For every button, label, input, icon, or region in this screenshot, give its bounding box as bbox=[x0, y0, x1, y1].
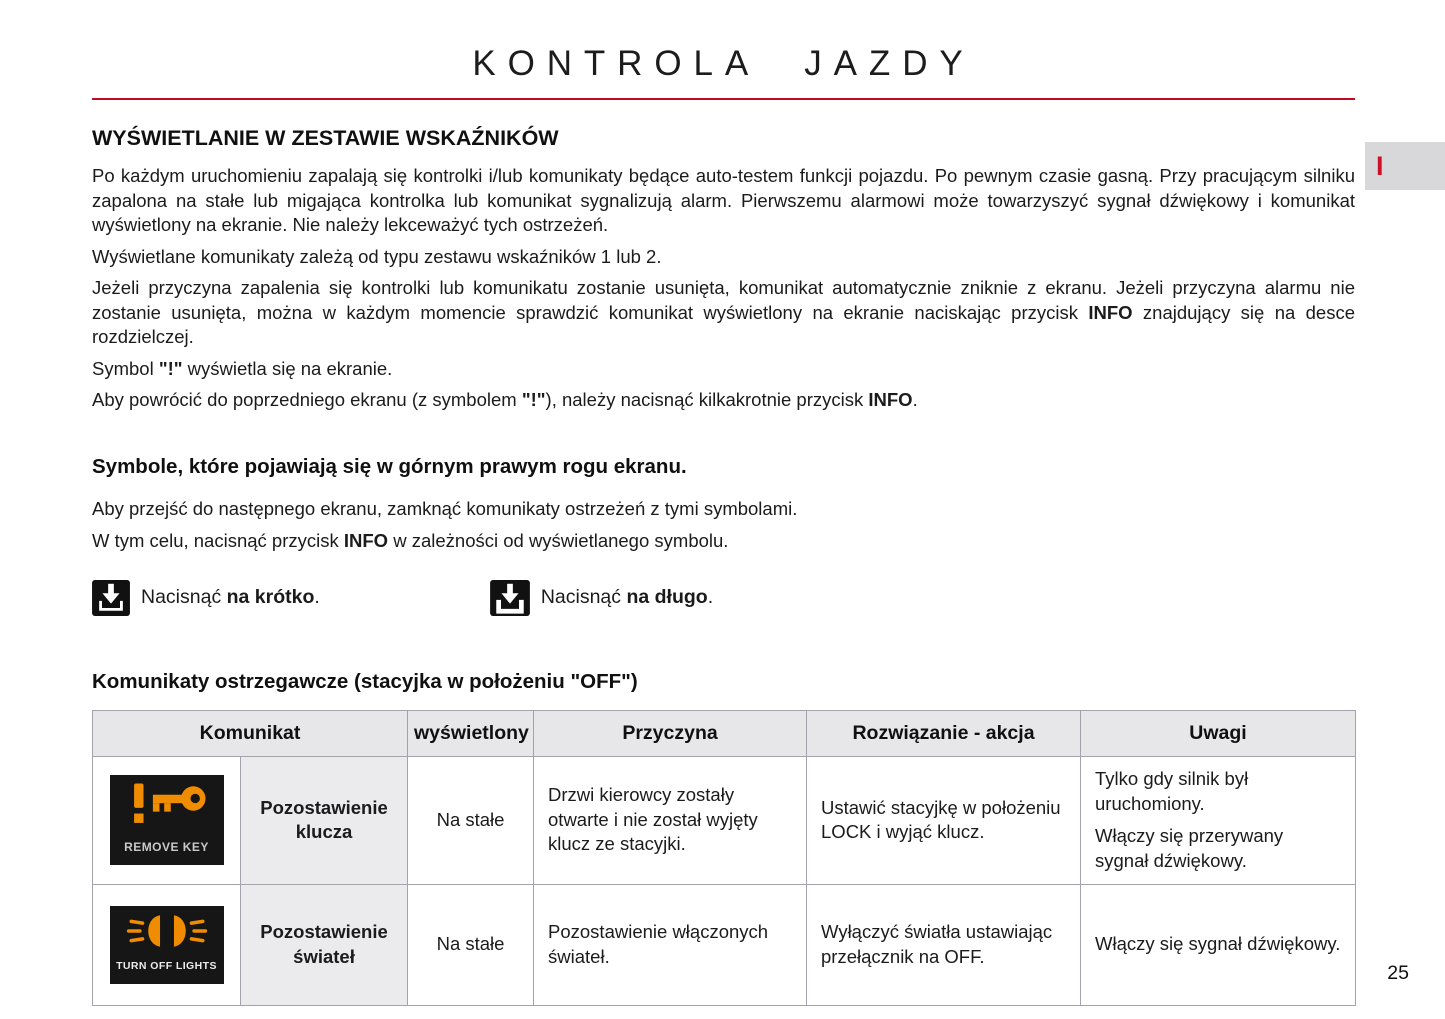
body-paragraph: Po każdym uruchomieniu zapalają się kontrolki i/lub komunikaty będące auto-testem funkcji pojazdu. Po pewnym czasie gasną. Przy pracującym silniku zapalona na stałe lub migająca kontrolka lub komunikat sygnalizują alarm. Pierwszemu alarmowi może towarzyszyć sygnał dźwiękowy i komunikat wyświetlony na ekranie. Nie należy lekceważyć tych ostrzeżeń. bbox=[92, 165, 1355, 235]
body-paragraph: Symbol "!" wyświetla się na ekranie. bbox=[92, 357, 393, 379]
warning-notes-cell bbox=[1081, 756, 1356, 884]
section-tab bbox=[1365, 142, 1445, 190]
press-long-action bbox=[490, 580, 713, 616]
warning-displayed-cell: Na stałe bbox=[408, 884, 534, 1005]
pictogram-caption: TURN OFF LIGHTS bbox=[116, 960, 217, 973]
body-paragraph: W tym celu, nacisnąć przycisk INFO w zależności od wyświetlanego symbolu. bbox=[92, 530, 729, 551]
body-paragraph: Jeżeli przyczyna zapalenia się kontrolki lub komunikatu zostanie usunięta, komunikat automatycznie zniknie z ekranu. Jeżeli przyczyna alarmu nie zostanie usunięta, można w każdym momencie sprawdzić komunikat wyświetlony na ekranie naciskając przycisk INFO znajdujący się na desce rozdzielczej. bbox=[92, 277, 1355, 347]
press-actions-row bbox=[92, 580, 1355, 616]
press-long-icon bbox=[490, 580, 530, 616]
warning-label-cell: Pozostawienie klucza bbox=[241, 756, 408, 884]
press-short-label: Nacisnąć na krótko. bbox=[141, 586, 320, 608]
remove-key-icon bbox=[110, 775, 224, 865]
pictogram-caption: REMOVE KEY bbox=[124, 840, 209, 855]
warning-cause-cell: Pozostawienie włączonych świateł. bbox=[534, 884, 807, 1005]
warning-displayed-cell: Na stałe bbox=[408, 756, 534, 884]
warning-action-cell: Wyłączyć światła ustawiając przełącznik na OFF. bbox=[807, 884, 1081, 1005]
page-content bbox=[92, 0, 1355, 1006]
symbols-section-heading: Symbole, które pojawiają się w górnym prawym rogu ekranu. bbox=[92, 454, 687, 478]
body-paragraph: Aby przejść do następnego ekranu, zamknąć komunikaty ostrzeżeń z tymi symbolami. bbox=[92, 497, 798, 519]
col-header-uwagi: Uwagi bbox=[1081, 710, 1356, 756]
col-header-rozwiazanie: Rozwiązanie - akcja bbox=[807, 710, 1081, 756]
warnings-heading: Komunikaty ostrzegawcze (stacyjka w położeniu "OFF") bbox=[92, 669, 638, 693]
table-row bbox=[93, 884, 1356, 1005]
warning-notes-cell bbox=[1081, 884, 1356, 1005]
warning-action-cell: Ustawić stacyjkę w położeniu LOCK i wyjąć klucz. bbox=[807, 756, 1081, 884]
table-header-row bbox=[93, 710, 1356, 756]
display-section-heading: WYŚWIETLANIE W ZESTAWIE WSKAŹNIKÓW bbox=[92, 126, 559, 150]
press-short-icon bbox=[92, 580, 130, 616]
col-header-komunikat: Komunikat bbox=[93, 710, 408, 756]
body-paragraph: Wyświetlane komunikaty zależą od typu zestawu wskaźników 1 lub 2. bbox=[92, 245, 662, 267]
turn-off-lights-icon bbox=[110, 906, 224, 984]
warning-icon-cell bbox=[93, 884, 241, 1005]
col-header-wyswietlony: wyświetlony bbox=[408, 710, 534, 756]
body-paragraph: Aby powrócić do poprzedniego ekranu (z symbolem "!"), należy nacisnąć kilkakrotnie przycisk INFO. bbox=[92, 389, 918, 410]
col-header-przyczyna: Przyczyna bbox=[534, 710, 807, 756]
warning-icon-cell bbox=[93, 756, 241, 884]
press-short-action bbox=[92, 580, 320, 616]
warning-cause-cell: Drzwi kierowcy zostały otwarte i nie został wyjęty klucz ze stacyjki. bbox=[534, 756, 807, 884]
press-long-label: Nacisnąć na długo. bbox=[540, 586, 714, 608]
title-rule bbox=[92, 98, 1355, 100]
warnings-table bbox=[92, 710, 1356, 1006]
note-paragraph: Włączy się sygnał dźwiękowy. bbox=[1095, 933, 1341, 955]
page-number: 25 bbox=[1387, 962, 1409, 984]
table-row bbox=[93, 756, 1356, 884]
page-title: KONTROLA JAZDY bbox=[472, 44, 975, 83]
section-tab-letter: I bbox=[1376, 151, 1384, 181]
note-paragraph: Włączy się przerywany sygnał dźwiękowy. bbox=[1095, 825, 1284, 871]
warning-label-cell: Pozostawienie świateł bbox=[241, 884, 408, 1005]
note-paragraph: Tylko gdy silnik był uruchomiony. bbox=[1095, 768, 1249, 814]
